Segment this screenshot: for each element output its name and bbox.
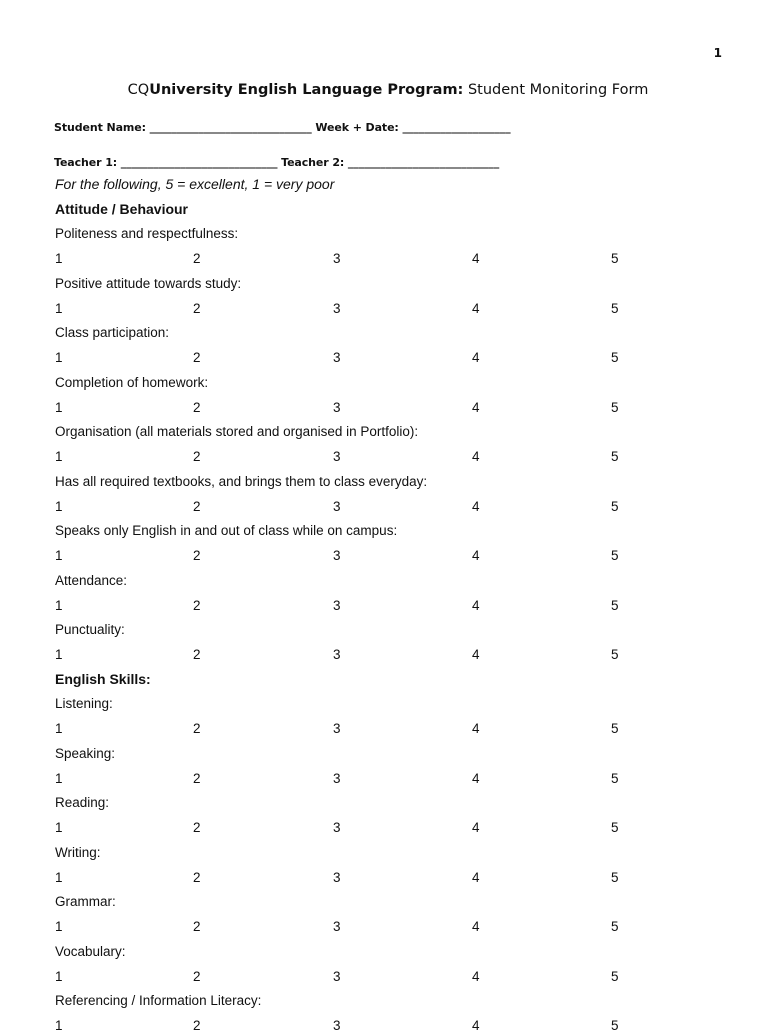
rating-scale-row [0, 870, 768, 888]
rating-scale-row [0, 400, 768, 418]
teacher2-field[interactable]: ____________________________ [347, 156, 500, 169]
rating-scale-row [0, 647, 768, 665]
rating-item-label: Class participation: [55, 325, 170, 340]
rating-option[interactable]: 3 [333, 449, 341, 464]
rating-option[interactable]: 3 [333, 721, 341, 736]
rating-scale-row [0, 721, 768, 739]
teacher1-label: Teacher 1: [54, 156, 118, 169]
rating-option[interactable]: 4 [472, 820, 480, 835]
rating-item-label: Has all required textbooks, and brings them to class everyday: [55, 473, 428, 489]
rating-option[interactable]: 5 [611, 1018, 619, 1033]
title-main: University English Language Program: [149, 82, 464, 98]
rating-option[interactable]: 2 [193, 770, 201, 786]
rating-option[interactable]: 3 [333, 251, 341, 266]
rating-option[interactable]: 1 [55, 869, 63, 885]
rating-scale-row [0, 919, 768, 937]
rating-option[interactable]: 2 [193, 597, 201, 613]
rating-option[interactable]: 5 [611, 350, 619, 365]
rating-option[interactable]: 1 [55, 449, 63, 464]
rating-option[interactable]: 1 [55, 770, 63, 786]
rating-option[interactable]: 5 [611, 449, 619, 464]
week-date-field[interactable]: ____________________ [402, 121, 511, 134]
rating-item-label: Listening: [55, 696, 113, 711]
teacher-info-line [54, 156, 499, 169]
rating-option[interactable]: 4 [472, 721, 480, 736]
rating-option[interactable]: 3 [333, 350, 341, 365]
rating-option[interactable]: 4 [472, 449, 480, 464]
rating-option[interactable]: 4 [472, 300, 480, 316]
rating-option[interactable]: 3 [333, 498, 341, 514]
rating-option[interactable]: 1 [55, 300, 63, 316]
student-info-line [54, 121, 510, 134]
rating-option[interactable]: 5 [611, 721, 619, 736]
rating-option[interactable]: 3 [333, 820, 341, 835]
rating-option[interactable]: 4 [472, 498, 480, 514]
rating-option[interactable]: 4 [472, 919, 480, 934]
rating-item-label: Positive attitude towards study: [55, 275, 242, 291]
rating-option[interactable]: 1 [55, 251, 63, 266]
rating-option[interactable]: 5 [611, 548, 619, 563]
rating-option[interactable]: 4 [472, 251, 480, 266]
rating-option[interactable]: 5 [611, 251, 619, 266]
rating-option[interactable]: 5 [611, 968, 619, 984]
rating-option[interactable]: 3 [333, 399, 341, 415]
rating-option[interactable]: 1 [55, 548, 63, 563]
rating-scale-row [0, 1018, 768, 1036]
rating-option[interactable]: 3 [333, 1018, 341, 1033]
rating-option[interactable]: 3 [333, 869, 341, 885]
rating-option[interactable]: 3 [333, 968, 341, 984]
rating-option[interactable]: 2 [193, 869, 201, 885]
rating-option[interactable]: 3 [333, 300, 341, 316]
rating-option[interactable]: 4 [472, 1018, 480, 1033]
rating-item-label: Completion of homework: [55, 374, 209, 390]
rating-item-label: Attendance: [55, 572, 128, 588]
rating-option[interactable]: 5 [611, 399, 619, 415]
rating-option[interactable]: 2 [193, 919, 201, 934]
rating-option[interactable]: 3 [333, 548, 341, 563]
rating-option[interactable]: 5 [611, 597, 619, 613]
rating-option[interactable]: 2 [193, 251, 201, 266]
rating-option[interactable]: 3 [333, 770, 341, 786]
rating-option[interactable]: 2 [193, 399, 201, 415]
rating-scale-row [0, 301, 768, 319]
rating-option[interactable]: 2 [193, 300, 201, 316]
week-date-label: Week + Date: [315, 121, 399, 134]
scale-note: For the following, 5 = excellent, 1 = very poor [55, 176, 335, 192]
rating-item-label: Reading: [55, 795, 110, 810]
page-number: 1 [713, 46, 722, 60]
page-title [0, 82, 768, 98]
rating-option[interactable]: 4 [472, 548, 480, 563]
rating-item-label: Organisation (all materials stored and organised in Portfolio): [55, 424, 419, 439]
rating-scale-row [0, 499, 768, 517]
rating-option[interactable]: 5 [611, 869, 619, 885]
rating-item-label: Politeness and respectfulness: [55, 226, 239, 241]
rating-option[interactable]: 3 [333, 597, 341, 613]
rating-scale-row [0, 251, 768, 269]
rating-option[interactable]: 4 [472, 968, 480, 984]
rating-option[interactable]: 1 [55, 399, 63, 415]
rating-option[interactable]: 2 [193, 1018, 201, 1033]
rating-option[interactable]: 1 [55, 350, 63, 365]
rating-option[interactable]: 5 [611, 820, 619, 835]
rating-option[interactable]: 2 [193, 350, 201, 365]
rating-scale-row [0, 820, 768, 838]
rating-option[interactable]: 1 [55, 968, 63, 984]
rating-option[interactable]: 5 [611, 770, 619, 786]
rating-option[interactable]: 4 [472, 597, 480, 613]
rating-item-label: Grammar: [55, 894, 116, 909]
rating-option[interactable]: 1 [55, 597, 63, 613]
rating-scale-row [0, 350, 768, 368]
section-heading: English Skills: [55, 671, 151, 687]
rating-item-label: Speaking: [55, 745, 116, 761]
rating-option[interactable]: 2 [193, 820, 201, 835]
rating-option[interactable]: 2 [193, 968, 201, 984]
rating-option[interactable]: 2 [193, 548, 201, 563]
teacher1-field[interactable]: _____________________________ [120, 156, 278, 169]
rating-option[interactable]: 1 [55, 721, 63, 736]
title-suffix: Student Monitoring Form [463, 82, 649, 98]
rating-option[interactable]: 1 [55, 820, 63, 835]
rating-option[interactable]: 4 [472, 350, 480, 365]
rating-scale-row [0, 771, 768, 789]
rating-option[interactable]: 4 [472, 647, 480, 662]
rating-item-label: Speaks only English in and out of class while on campus: [55, 523, 398, 538]
title-prefix: CQ [127, 82, 150, 98]
rating-item-label: Writing: [55, 844, 101, 860]
rating-option[interactable]: 4 [472, 399, 480, 415]
teacher2-label: Teacher 2: [281, 156, 345, 169]
rating-item-label: Punctuality: [55, 622, 125, 637]
rating-option[interactable]: 1 [55, 919, 63, 934]
rating-option[interactable]: 5 [611, 300, 619, 316]
rating-option[interactable]: 3 [333, 919, 341, 934]
rating-option[interactable]: 2 [193, 647, 201, 662]
rating-scale-row [0, 449, 768, 467]
rating-option[interactable]: 5 [611, 647, 619, 662]
rating-scale-row [0, 969, 768, 987]
rating-option[interactable]: 3 [333, 647, 341, 662]
student-name-label: Student Name: [54, 121, 146, 134]
rating-option[interactable]: 2 [193, 721, 201, 736]
rating-option[interactable]: 1 [55, 1018, 63, 1033]
rating-scale-row [0, 598, 768, 616]
rating-scale-row [0, 548, 768, 566]
rating-option[interactable]: 2 [193, 498, 201, 514]
student-name-field[interactable]: ______________________________ [149, 121, 312, 134]
rating-option[interactable]: 4 [472, 770, 480, 786]
rating-option[interactable]: 4 [472, 869, 480, 885]
rating-option[interactable]: 1 [55, 647, 63, 662]
rating-option[interactable]: 5 [611, 498, 619, 514]
rating-option[interactable]: 2 [193, 449, 201, 464]
rating-option[interactable]: 5 [611, 919, 619, 934]
rating-item-label: Referencing / Information Literacy: [55, 993, 262, 1008]
section-heading: Attitude / Behaviour [55, 201, 189, 217]
rating-option[interactable]: 1 [55, 498, 63, 514]
rating-item-label: Vocabulary: [55, 943, 126, 959]
